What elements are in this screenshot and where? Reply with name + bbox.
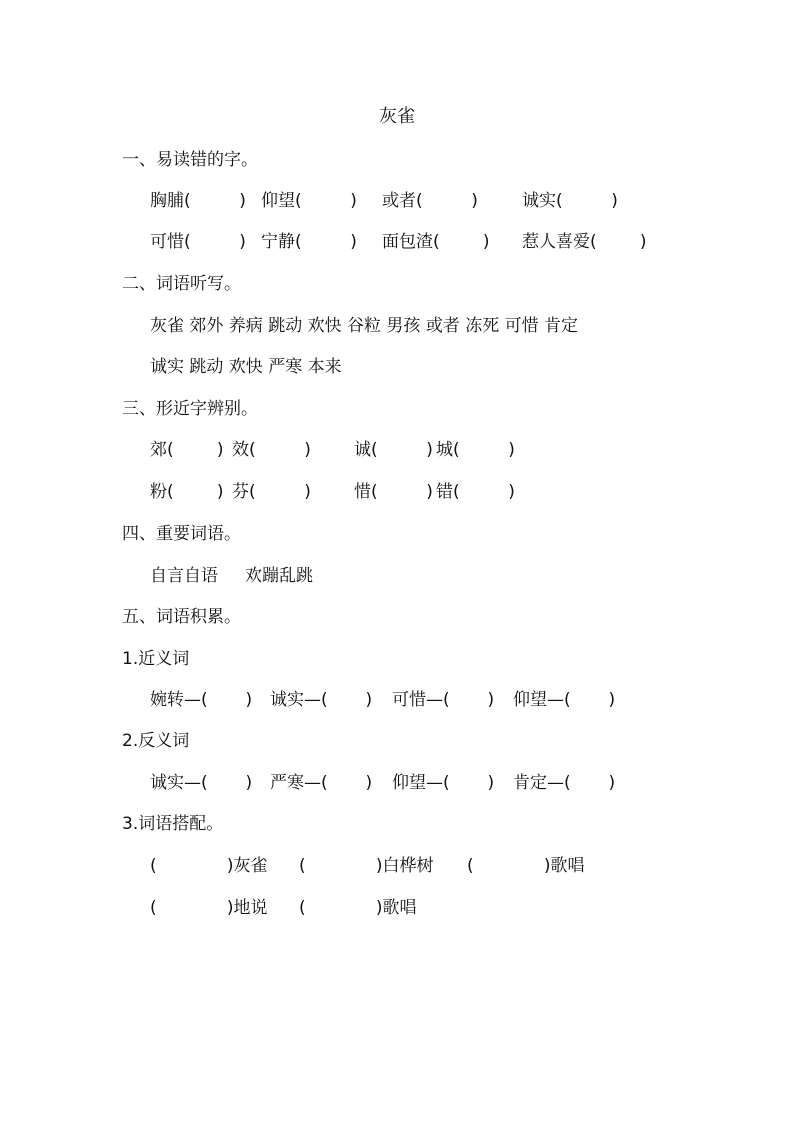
collocation-item: ( )歌唱 bbox=[299, 898, 417, 918]
collocation-item: ( )歌唱 bbox=[467, 856, 585, 876]
s1-item: 可惜( ) bbox=[150, 232, 246, 252]
s1-item: 面包渣( ) bbox=[382, 232, 490, 252]
s1-item: 或者( ) bbox=[382, 191, 478, 211]
s3-item: 惜( ) bbox=[354, 482, 433, 502]
section-2-heading: 二、词语听写。 bbox=[122, 274, 241, 294]
s4-row: 自言自语 欢蹦乱跳 bbox=[150, 566, 314, 586]
section-5-heading: 五、词语积累。 bbox=[122, 607, 241, 627]
s1-item: 诚实( ) bbox=[522, 191, 618, 211]
s3-item: 错( ) bbox=[436, 482, 515, 502]
s3-item: 郊( ) bbox=[150, 440, 224, 460]
synonym-item: 仰望—( ) bbox=[513, 690, 616, 710]
antonym-item: 仰望—( ) bbox=[392, 773, 495, 793]
s1-item: 胸脯( ) bbox=[150, 191, 246, 211]
s1-item: 仰望( ) bbox=[261, 191, 357, 211]
section-4-heading: 四、重要词语。 bbox=[122, 524, 241, 544]
s2-row-2: 诚实 跳动 欢快 严寒 本来 bbox=[150, 357, 342, 377]
s3-item: 粉( ) bbox=[150, 482, 224, 502]
collocation-item: ( )地说 bbox=[150, 898, 268, 918]
antonym-item: 肯定—( ) bbox=[513, 773, 616, 793]
s3-item: 芬( ) bbox=[232, 482, 311, 502]
s3-item: 诚( ) bbox=[354, 440, 433, 460]
collocation-heading: 3.词语搭配。 bbox=[122, 814, 224, 834]
s3-item: 效( ) bbox=[232, 440, 311, 460]
s2-row-1: 灰雀 郊外 养病 跳动 欢快 谷粒 男孩 或者 冻死 可惜 肯定 bbox=[150, 316, 579, 336]
section-3-heading: 三、形近字辨别。 bbox=[122, 399, 258, 419]
synonym-item: 婉转—( ) bbox=[150, 690, 253, 710]
s1-item: 惹人喜爱( ) bbox=[522, 232, 647, 252]
antonym-item: 诚实—( ) bbox=[150, 773, 253, 793]
collocation-item: ( )灰雀 bbox=[150, 856, 268, 876]
page-title: 灰雀 bbox=[379, 106, 415, 127]
synonyms-heading: 1.近义词 bbox=[122, 649, 190, 669]
s3-item: 城( ) bbox=[436, 440, 515, 460]
antonym-item: 严寒—( ) bbox=[270, 773, 373, 793]
collocation-item: ( )白桦树 bbox=[299, 856, 434, 876]
s1-item: 宁静( ) bbox=[261, 232, 357, 252]
section-1-heading: 一、易读错的字。 bbox=[122, 150, 258, 170]
synonym-item: 诚实—( ) bbox=[270, 690, 373, 710]
antonyms-heading: 2.反义词 bbox=[122, 731, 190, 751]
synonym-item: 可惜—( ) bbox=[392, 690, 495, 710]
